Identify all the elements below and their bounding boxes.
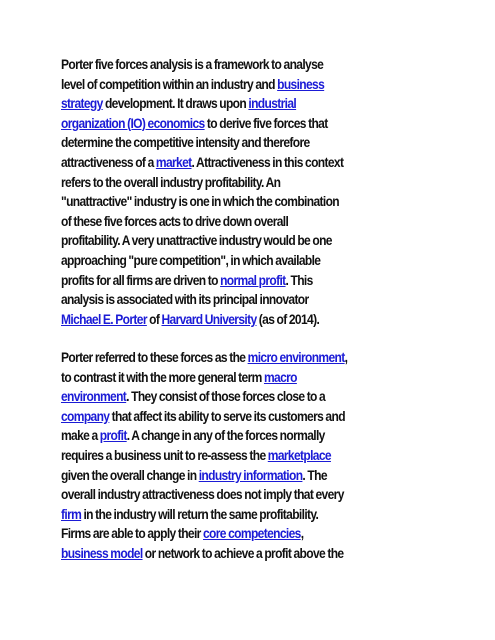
text-run: given the overall change in bbox=[61, 466, 199, 483]
text-run: . The bbox=[302, 466, 327, 483]
hyperlink[interactable]: industrial bbox=[248, 95, 297, 112]
text-run: determine the competitive intensity and therefore bbox=[61, 134, 310, 151]
text-run: "unattractive" industry is one in which the combination bbox=[61, 193, 339, 210]
text-line bbox=[61, 290, 439, 310]
hyperlink[interactable]: industry information bbox=[198, 466, 303, 483]
text-line bbox=[61, 55, 439, 75]
text-run: . This bbox=[285, 271, 313, 288]
text-line bbox=[61, 485, 439, 505]
text-run: analysis is associated with its principal innovator bbox=[61, 291, 309, 308]
text-run: Firms are able to apply their bbox=[61, 525, 204, 542]
text-line bbox=[61, 231, 439, 251]
text-line bbox=[61, 544, 439, 564]
hyperlink[interactable]: micro environment bbox=[247, 349, 345, 365]
paragraph-porter-intro bbox=[61, 55, 439, 329]
hyperlink[interactable]: strategy bbox=[61, 95, 103, 112]
text-run: in the industry will return the same profitability. bbox=[81, 505, 319, 522]
text-line bbox=[61, 271, 439, 291]
hyperlink[interactable]: business model bbox=[61, 544, 143, 561]
text-run: requires a business unit to re-assess the bbox=[61, 446, 268, 463]
text-run: level of competition within an industry and bbox=[61, 75, 278, 92]
text-line bbox=[61, 524, 439, 544]
text-line bbox=[61, 387, 439, 407]
text-line bbox=[61, 75, 439, 95]
hyperlink[interactable]: Harvard University bbox=[161, 310, 257, 327]
text-line bbox=[61, 505, 439, 525]
hyperlink[interactable]: profit bbox=[99, 427, 127, 444]
text-run: overall industry attractiveness does not imply that every bbox=[61, 486, 344, 503]
text-run: . A change in any of the forces normally bbox=[126, 427, 325, 444]
text-line bbox=[61, 310, 439, 330]
text-run: refers to the overall industry profitability. An bbox=[61, 173, 281, 190]
text-line bbox=[61, 94, 439, 114]
text-run: that affect its ability to serve its customers and bbox=[109, 407, 345, 424]
text-line bbox=[61, 407, 439, 427]
text-run: (as of 2014). bbox=[256, 310, 320, 327]
text-run: Porter referred to these forces as the bbox=[61, 349, 248, 365]
hyperlink[interactable]: macro bbox=[263, 368, 297, 385]
text-line bbox=[61, 114, 439, 134]
hyperlink[interactable]: marketplace bbox=[267, 446, 331, 463]
text-line bbox=[61, 133, 439, 153]
text-run: , bbox=[300, 525, 304, 542]
text-run: make a bbox=[61, 427, 100, 444]
text-line bbox=[61, 368, 439, 388]
text-run: attractiveness of a bbox=[61, 153, 156, 170]
text-line bbox=[61, 348, 439, 368]
bold-term: Porter five forces analysis bbox=[61, 56, 193, 72]
text-line bbox=[61, 212, 439, 232]
text-run: . Attractiveness in this context bbox=[191, 153, 344, 170]
text-run: of these five forces acts to drive down overall bbox=[61, 212, 289, 229]
text-run: profitability. A very unattractive industry would be one bbox=[61, 232, 332, 249]
text-line bbox=[61, 426, 439, 446]
text-run: , bbox=[344, 349, 348, 365]
hyperlink[interactable]: company bbox=[61, 407, 110, 424]
text-run: to derive five forces that bbox=[204, 114, 328, 131]
text-run: or network to achieve a profit above the bbox=[142, 544, 344, 561]
text-run: profits for all firms are driven to bbox=[61, 271, 221, 288]
hyperlink[interactable]: market bbox=[155, 153, 192, 170]
text-run: approaching "pure competition", in which available bbox=[61, 251, 321, 268]
text-line bbox=[61, 466, 439, 486]
text-line bbox=[61, 251, 439, 271]
paragraph-micro-environment bbox=[61, 348, 439, 564]
hyperlink[interactable]: firm bbox=[61, 505, 82, 522]
hyperlink[interactable]: Michael E. Porter bbox=[61, 310, 147, 327]
hyperlink[interactable]: normal profit bbox=[220, 271, 286, 288]
hyperlink[interactable]: core competencies bbox=[203, 525, 301, 542]
text-run: . They consist of those forces close to a bbox=[126, 388, 326, 405]
text-run: to contrast it with the more general term bbox=[61, 368, 264, 385]
hyperlink[interactable]: organization (IO) economics bbox=[61, 114, 205, 131]
hyperlink[interactable]: environment bbox=[61, 388, 127, 405]
text-run: is a framework to analyse bbox=[192, 56, 324, 72]
text-line bbox=[61, 446, 439, 466]
text-line bbox=[61, 192, 439, 212]
text-run: development. It draws upon bbox=[102, 95, 249, 112]
text-line bbox=[61, 173, 439, 193]
hyperlink[interactable]: business bbox=[277, 75, 325, 92]
text-run: of bbox=[146, 310, 162, 327]
text-line bbox=[61, 153, 439, 173]
